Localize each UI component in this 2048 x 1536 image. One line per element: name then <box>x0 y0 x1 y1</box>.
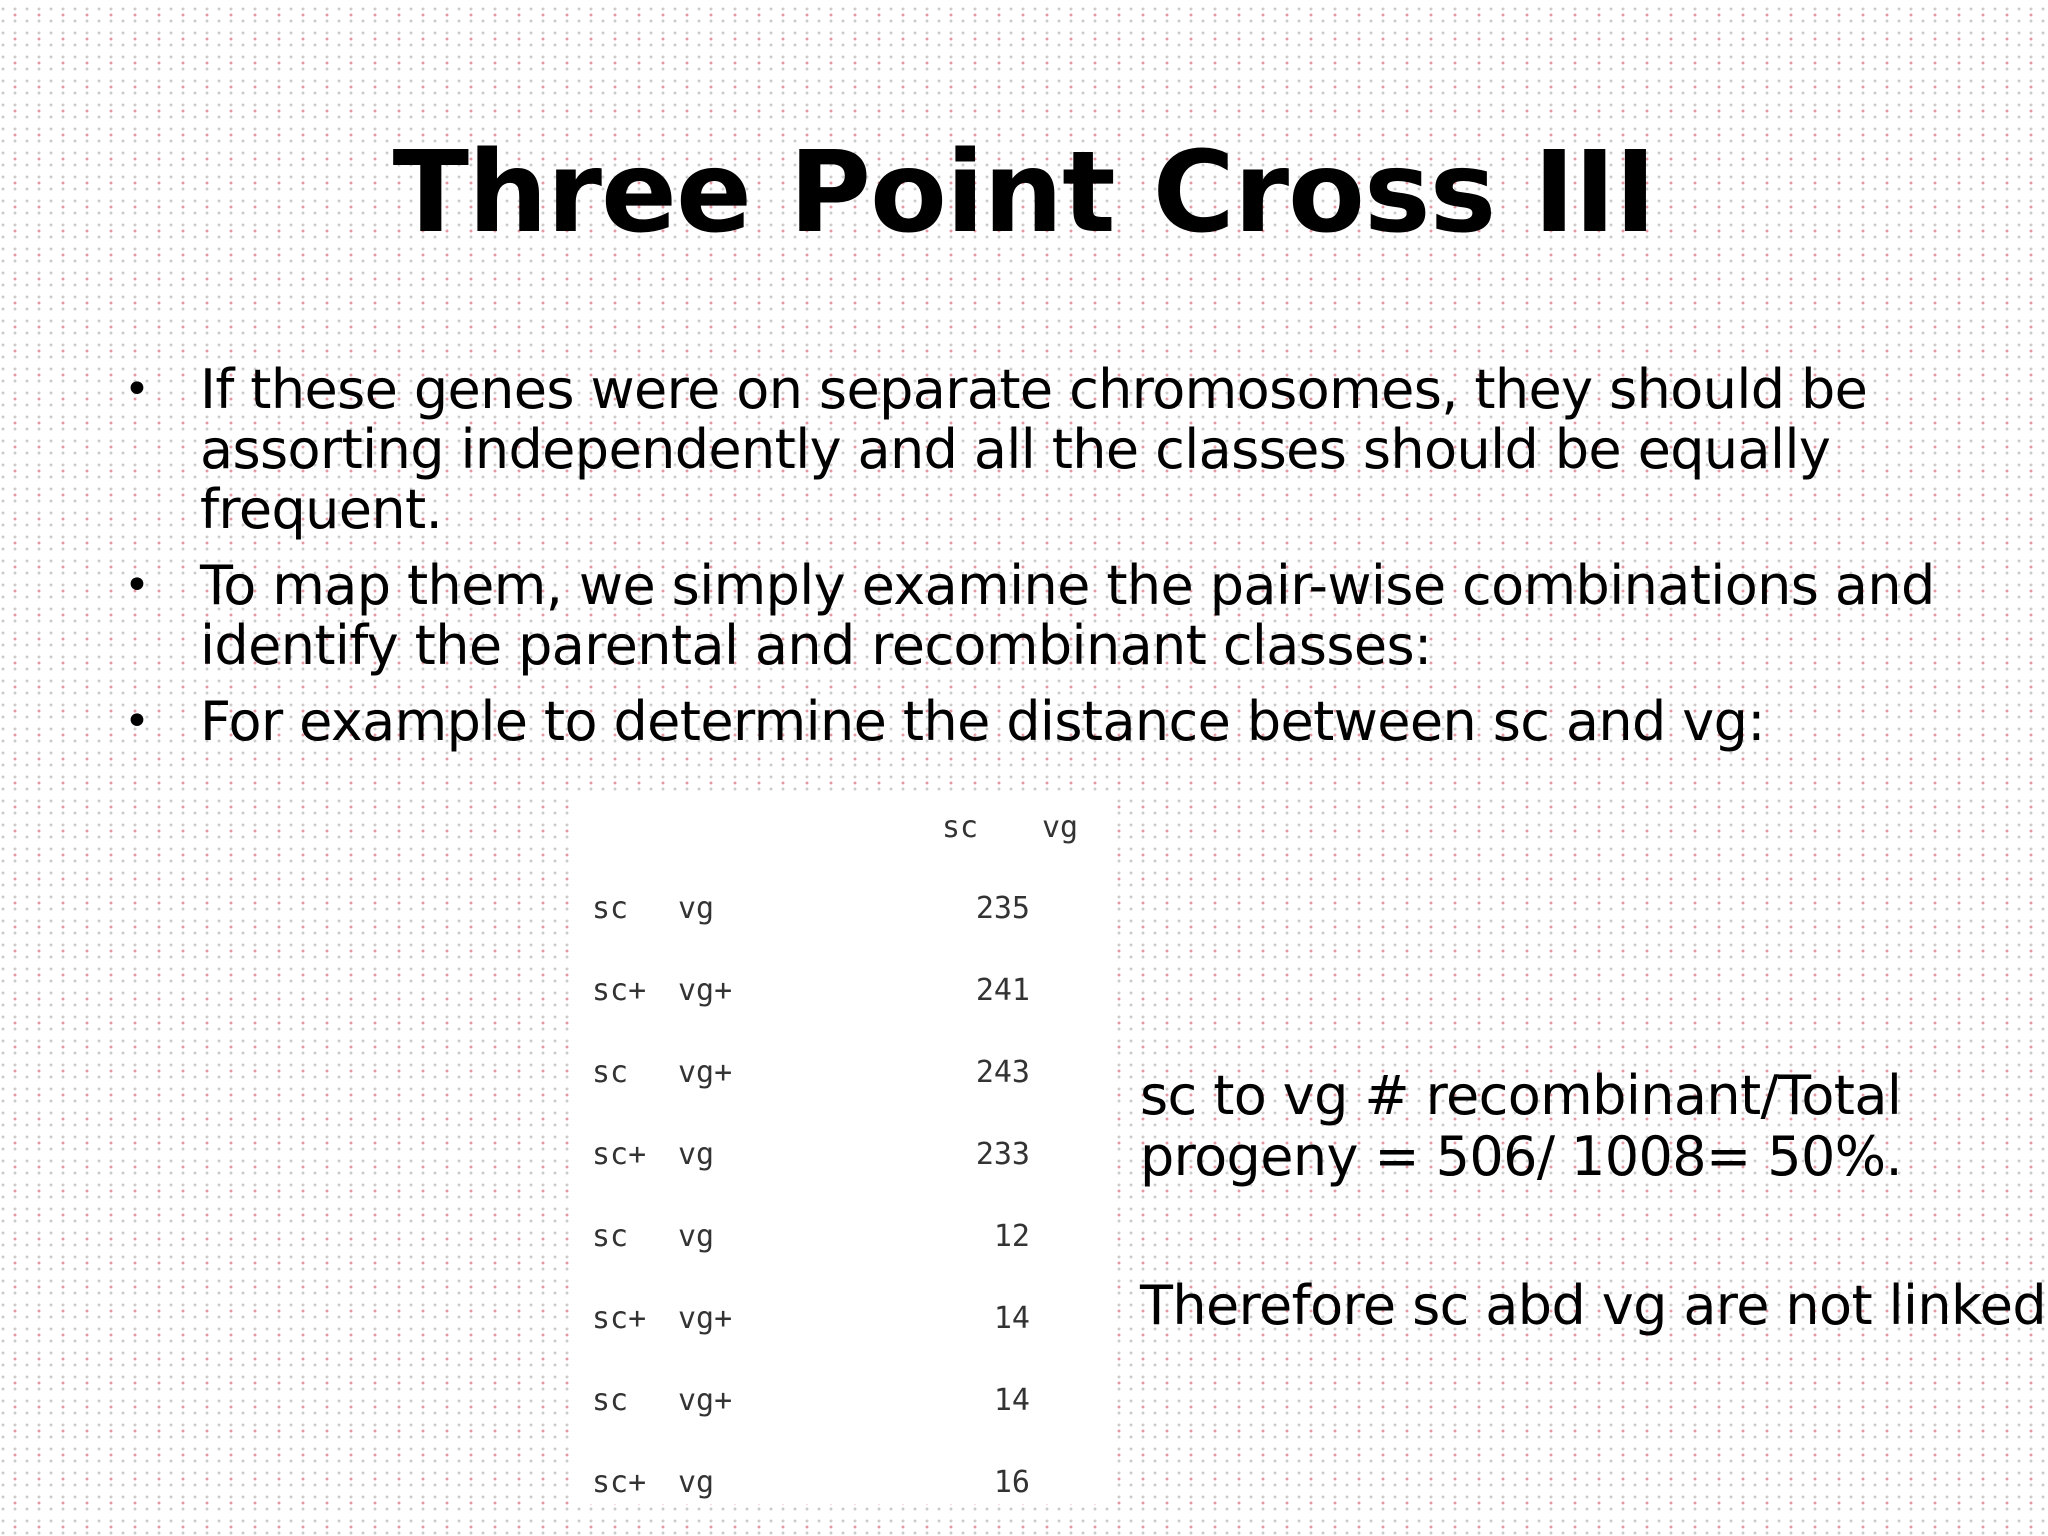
bullet-text: For example to determine the distance between sc and vg: <box>200 690 1765 753</box>
bullet-list <box>120 360 1950 768</box>
table-row <box>572 1463 1112 1503</box>
cross-data-table <box>572 792 1112 1504</box>
genotype-sc: sc <box>592 1219 629 1254</box>
genotype-vg: vg+ <box>678 1383 733 1418</box>
table-row <box>572 889 1112 929</box>
table-row <box>572 1135 1112 1175</box>
genotype-vg: vg <box>678 1465 715 1500</box>
bullet-item <box>120 556 1950 676</box>
table-header <box>572 808 1112 848</box>
bullet-item <box>120 692 1950 752</box>
genotype-sc: sc+ <box>592 1301 647 1336</box>
progeny-count: 241 <box>975 973 1030 1008</box>
genotype-sc: sc <box>592 1055 629 1090</box>
genotype-vg: vg <box>678 1219 715 1254</box>
genotype-sc: sc <box>592 1383 629 1418</box>
recombination-calculation: sc to vg # recombinant/Total progeny = 506/ 1008= 50%. <box>1140 1064 1903 1188</box>
bullet-icon: • <box>124 364 150 415</box>
progeny-count: 14 <box>993 1383 1030 1418</box>
slide-title: Three Point Cross III <box>392 128 1656 258</box>
bullet-item <box>120 360 1950 540</box>
genotype-vg: vg+ <box>678 1055 733 1090</box>
progeny-count: 235 <box>975 891 1030 926</box>
genotype-sc: sc+ <box>592 973 647 1008</box>
progeny-count: 12 <box>993 1219 1030 1254</box>
bullet-text: If these genes were on separate chromosomes, they should be assorting independently and all the classes should be equally frequent. <box>200 358 1868 541</box>
bullet-icon: • <box>124 696 150 747</box>
linkage-conclusion: Therefore sc abd vg are not linked <box>1140 1274 2047 1337</box>
header-vg: vg <box>1042 810 1079 845</box>
table-row <box>572 1299 1112 1339</box>
table-row <box>572 1381 1112 1421</box>
genotype-vg: vg+ <box>678 1301 733 1336</box>
genotype-sc: sc+ <box>592 1465 647 1500</box>
table-row <box>572 1217 1112 1257</box>
progeny-count: 233 <box>975 1137 1030 1172</box>
header-sc: sc <box>942 810 979 845</box>
bullet-text: To map them, we simply examine the pair-wise combinations and identify the parental and recombinant classes: <box>200 554 1935 677</box>
progeny-count: 14 <box>993 1301 1030 1336</box>
genotype-vg: vg <box>678 891 715 926</box>
table-row <box>572 971 1112 1011</box>
genotype-vg: vg+ <box>678 973 733 1008</box>
genotype-vg: vg <box>678 1137 715 1172</box>
genotype-sc: sc+ <box>592 1137 647 1172</box>
genotype-sc: sc <box>592 891 629 926</box>
table-row <box>572 1053 1112 1093</box>
progeny-count: 16 <box>993 1465 1030 1500</box>
bullet-icon: • <box>124 560 150 611</box>
progeny-count: 243 <box>975 1055 1030 1090</box>
